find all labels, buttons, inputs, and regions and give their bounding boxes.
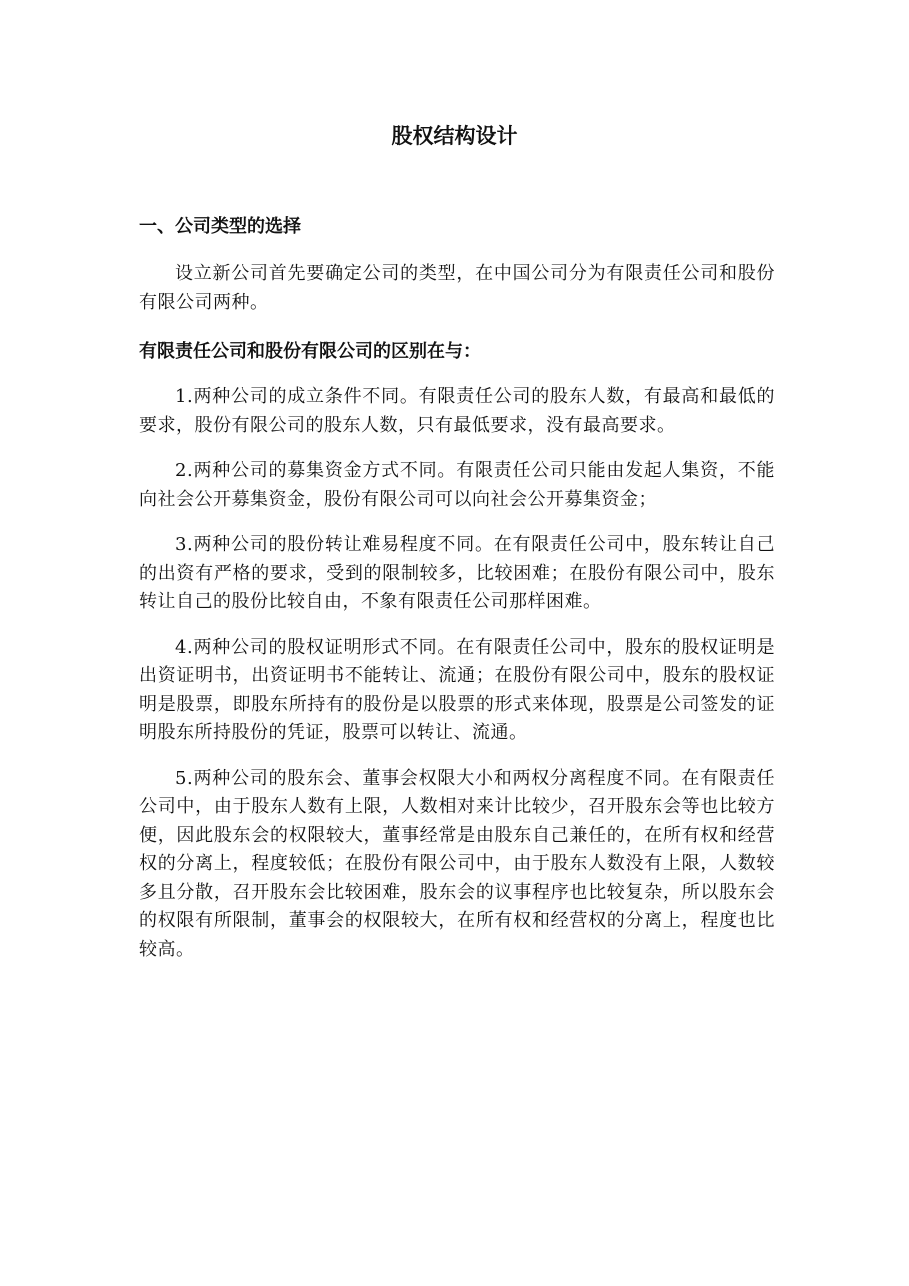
section-heading: 一、公司类型的选择 (139, 216, 301, 237)
list-item-5: 5.两种公司的股东会、董事会权限大小和两权分离程度不同。在有限责任公司中，由于股东人数有上限，人数相对来计比较少，召开股东会等也比较方便，因此股东会的权限较大，董事经常是由股东自己兼任的，在所有权和经营权的分离上，程度较低；在股份有限公司中，由于股东人数没有上限，人数较多且分散，召开股东会比较困难，股东会的议事程序也比较复杂，所以股东会的权限有所限制，董事会的权限较大，在所有权和经营权的分离上，程度也比较高。 (139, 767, 775, 960)
list-item-4: 4.两种公司的股权证明形式不同。在有限责任公司中，股东的股权证明是出资证明书，出资证明书不能转让、流通；在股份有限公司中，股东的股权证明是股票，即股东所持有的股份是以股票的形式来体现，股票是公司签发的证明股东所持股份的凭证，股票可以转让、流通。 (139, 636, 775, 743)
document-body (139, 212, 775, 981)
list-item-2: 2.两种公司的募集资金方式不同。有限责任公司只能由发起人集资，不能向社会公开募集资金，股份有限公司可以向社会公开募集资金； (139, 460, 775, 510)
list-item-1: 1.两种公司的成立条件不同。有限责任公司的股东人数，有最高和最低的要求，股份有限公司的股东人数，只有最低要求，没有最高要求。 (139, 386, 775, 436)
list-item-3: 3.两种公司的股份转让难易程度不同。在有限责任公司中，股东转让自己的出资有严格的要求，受到的限制较多，比较困难；在股份有限公司中，股东转让自己的股份比较自由，不象有限责任公司那样困难。 (139, 534, 775, 612)
intro-paragraph: 设立新公司首先要确定公司的类型，在中国公司分为有限责任公司和股份有限公司两种。 (139, 263, 775, 313)
page-title: 股权结构设计 (391, 124, 518, 148)
sub-heading: 有限责任公司和股份有限公司的区别在与： (139, 341, 481, 362)
